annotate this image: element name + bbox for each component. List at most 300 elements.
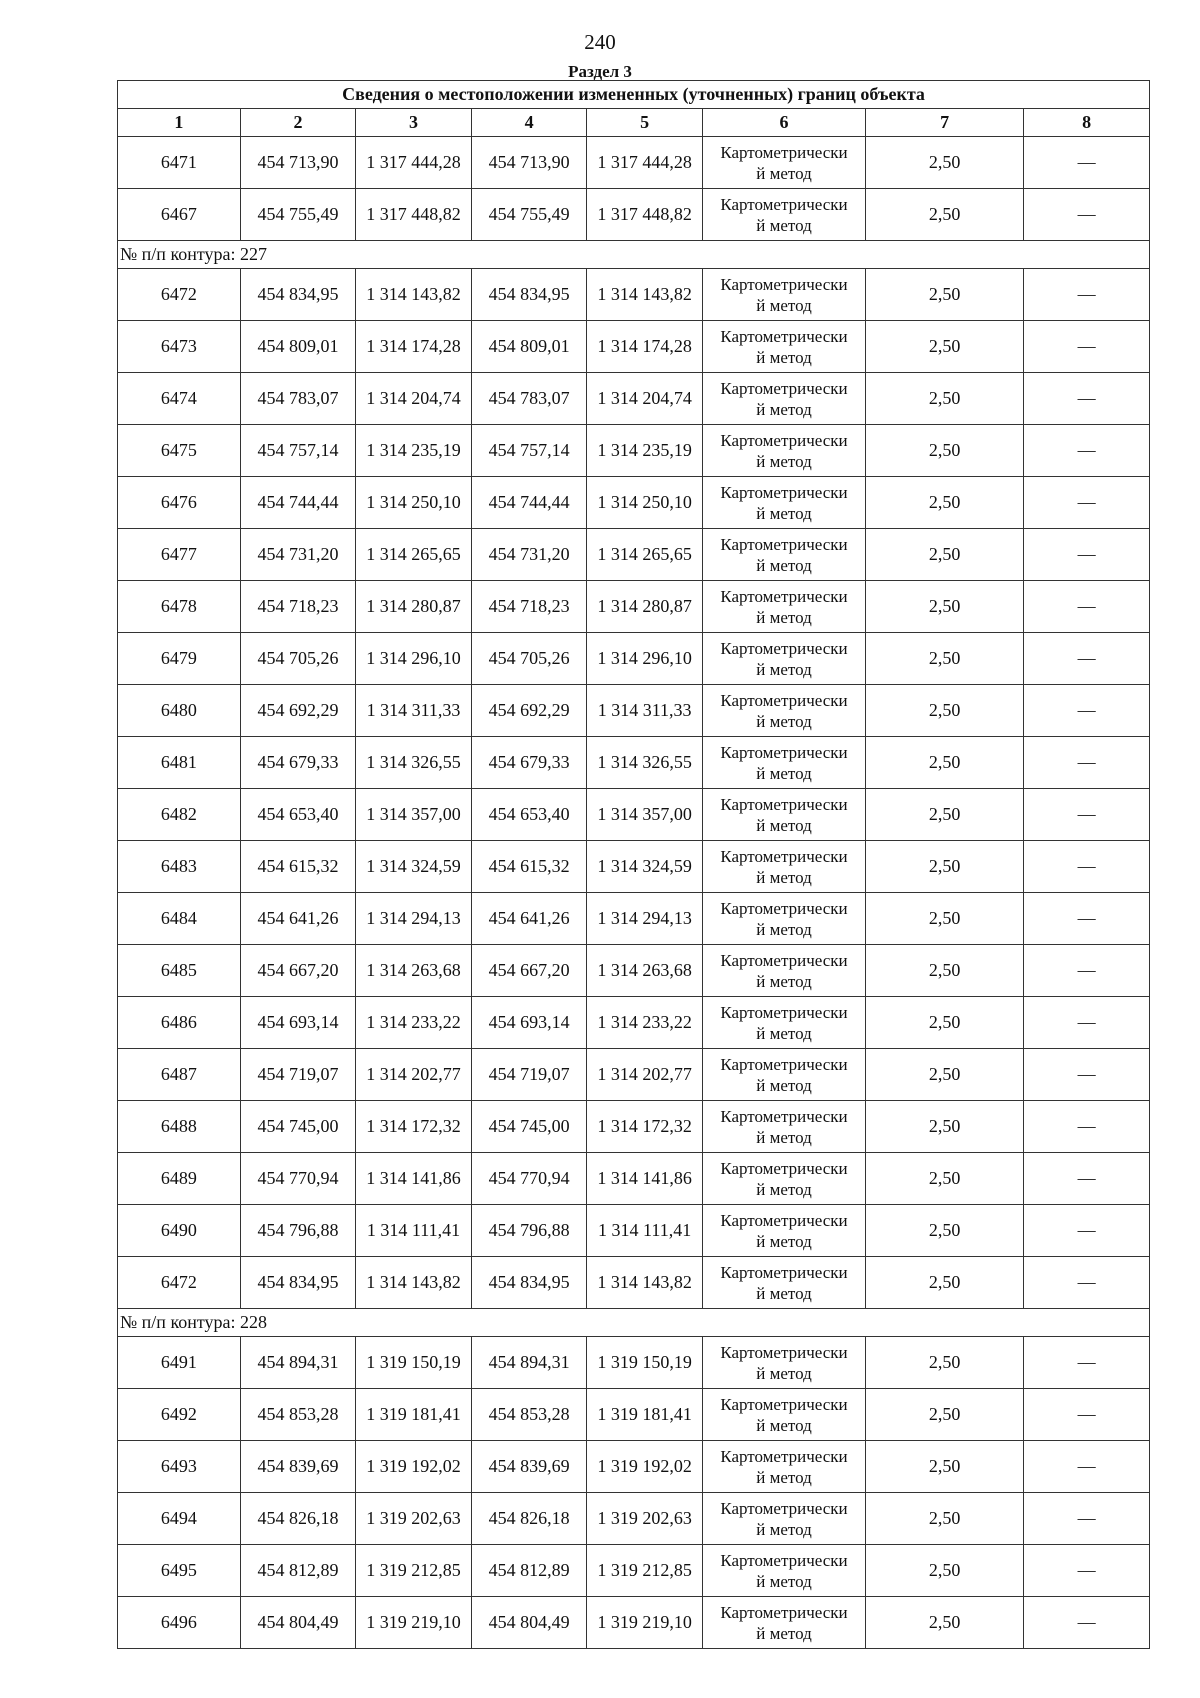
- x-coordinate-cell: 454 834,95: [471, 1257, 587, 1309]
- table-row: [118, 841, 1150, 893]
- method-cell: [702, 1441, 865, 1493]
- x-coordinate-cell: 454 745,00: [240, 1101, 356, 1153]
- y-coordinate-cell: 1 314 357,00: [356, 789, 472, 841]
- x-coordinate-cell: 454 894,31: [471, 1337, 587, 1389]
- method-line: й метод: [756, 1283, 812, 1303]
- accuracy-cell: 2,50: [866, 945, 1024, 997]
- method-line: Картометрически: [720, 1498, 848, 1518]
- column-number: 6: [702, 109, 865, 137]
- method-cell: [702, 945, 865, 997]
- method-cell: [702, 137, 865, 189]
- x-coordinate-cell: 454 718,23: [471, 581, 587, 633]
- method-line: й метод: [756, 1467, 812, 1487]
- method-cell: [702, 1545, 865, 1597]
- x-coordinate-cell: 454 783,07: [240, 373, 356, 425]
- accuracy-cell: 2,50: [866, 1257, 1024, 1309]
- description-cell: —: [1024, 1441, 1150, 1493]
- method-line: Картометрически: [720, 898, 848, 918]
- x-coordinate-cell: 454 731,20: [240, 529, 356, 581]
- accuracy-cell: 2,50: [866, 425, 1024, 477]
- table-row: [118, 1205, 1150, 1257]
- method-line: й метод: [756, 1571, 812, 1591]
- y-coordinate-cell: 1 317 448,82: [356, 189, 472, 241]
- y-coordinate-cell: 1 314 141,86: [587, 1153, 703, 1205]
- y-coordinate-cell: 1 314 202,77: [356, 1049, 472, 1101]
- y-coordinate-cell: 1 314 111,41: [587, 1205, 703, 1257]
- description-cell: —: [1024, 1545, 1150, 1597]
- method-line: Картометрически: [720, 1106, 848, 1126]
- point-number-cell: 6477: [118, 529, 241, 581]
- method-line: й метод: [756, 659, 812, 679]
- method-cell: [702, 1493, 865, 1545]
- accuracy-cell: 2,50: [866, 529, 1024, 581]
- method-line: Картометрически: [720, 690, 848, 710]
- description-cell: —: [1024, 1101, 1150, 1153]
- table-row: [118, 321, 1150, 373]
- table-row: [118, 581, 1150, 633]
- y-coordinate-cell: 1 314 143,82: [356, 1257, 472, 1309]
- x-coordinate-cell: 454 641,26: [240, 893, 356, 945]
- description-cell: —: [1024, 685, 1150, 737]
- method-line: Картометрически: [720, 1394, 848, 1414]
- method-line: й метод: [756, 1231, 812, 1251]
- method-line: Картометрически: [720, 846, 848, 866]
- description-cell: —: [1024, 269, 1150, 321]
- description-cell: —: [1024, 1049, 1150, 1101]
- method-cell: [702, 685, 865, 737]
- y-coordinate-cell: 1 317 444,28: [356, 137, 472, 189]
- table-row: [118, 1153, 1150, 1205]
- x-coordinate-cell: 454 653,40: [240, 789, 356, 841]
- point-number-cell: 6494: [118, 1493, 241, 1545]
- table-row: [118, 1545, 1150, 1597]
- column-number: 4: [471, 109, 587, 137]
- accuracy-cell: 2,50: [866, 1441, 1024, 1493]
- point-number-cell: 6475: [118, 425, 241, 477]
- table-row: [118, 1597, 1150, 1649]
- x-coordinate-cell: 454 718,23: [240, 581, 356, 633]
- accuracy-cell: 2,50: [866, 321, 1024, 373]
- point-number-cell: 6483: [118, 841, 241, 893]
- description-cell: —: [1024, 1597, 1150, 1649]
- description-cell: —: [1024, 841, 1150, 893]
- page-number: 240: [584, 30, 616, 54]
- y-coordinate-cell: 1 314 357,00: [587, 789, 703, 841]
- method-line: Картометрически: [720, 378, 848, 398]
- method-cell: [702, 1049, 865, 1101]
- table-row: [118, 737, 1150, 789]
- x-coordinate-cell: 454 705,26: [240, 633, 356, 685]
- method-line: Картометрически: [720, 1002, 848, 1022]
- accuracy-cell: 2,50: [866, 633, 1024, 685]
- x-coordinate-cell: 454 745,00: [471, 1101, 587, 1153]
- accuracy-cell: 2,50: [866, 997, 1024, 1049]
- accuracy-cell: 2,50: [866, 581, 1024, 633]
- x-coordinate-cell: 454 692,29: [471, 685, 587, 737]
- y-coordinate-cell: 1 314 233,22: [587, 997, 703, 1049]
- x-coordinate-cell: 454 719,07: [240, 1049, 356, 1101]
- x-coordinate-cell: 454 693,14: [240, 997, 356, 1049]
- x-coordinate-cell: 454 804,49: [471, 1597, 587, 1649]
- method-line: Картометрически: [720, 1550, 848, 1570]
- method-line: й метод: [756, 215, 812, 235]
- coordinates-table: [117, 80, 1150, 1649]
- y-coordinate-cell: 1 314 263,68: [587, 945, 703, 997]
- x-coordinate-cell: 454 770,94: [240, 1153, 356, 1205]
- point-number-cell: 6474: [118, 373, 241, 425]
- point-number-cell: 6493: [118, 1441, 241, 1493]
- y-coordinate-cell: 1 319 181,41: [356, 1389, 472, 1441]
- method-line: Картометрически: [720, 638, 848, 658]
- point-number-cell: 6472: [118, 1257, 241, 1309]
- method-line: й метод: [756, 1519, 812, 1539]
- method-line: Картометрически: [720, 194, 848, 214]
- table-row: [118, 189, 1150, 241]
- y-coordinate-cell: 1 319 202,63: [587, 1493, 703, 1545]
- method-line: Картометрически: [720, 950, 848, 970]
- table-row: [118, 137, 1150, 189]
- x-coordinate-cell: 454 705,26: [471, 633, 587, 685]
- y-coordinate-cell: 1 314 233,22: [356, 997, 472, 1049]
- x-coordinate-cell: 454 744,44: [240, 477, 356, 529]
- point-number-cell: 6484: [118, 893, 241, 945]
- accuracy-cell: 2,50: [866, 269, 1024, 321]
- column-number: 1: [118, 109, 241, 137]
- table-row: [118, 1441, 1150, 1493]
- table-row: [118, 893, 1150, 945]
- contour-label: № п/п контура: 227: [118, 241, 1150, 269]
- y-coordinate-cell: 1 319 212,85: [587, 1545, 703, 1597]
- method-line: Картометрически: [720, 274, 848, 294]
- y-coordinate-cell: 1 314 324,59: [356, 841, 472, 893]
- y-coordinate-cell: 1 314 250,10: [587, 477, 703, 529]
- description-cell: —: [1024, 373, 1150, 425]
- method-line: Картометрически: [720, 1446, 848, 1466]
- accuracy-cell: 2,50: [866, 1101, 1024, 1153]
- method-cell: [702, 893, 865, 945]
- point-number-cell: 6489: [118, 1153, 241, 1205]
- x-coordinate-cell: 454 679,33: [240, 737, 356, 789]
- y-coordinate-cell: 1 314 143,82: [356, 269, 472, 321]
- description-cell: —: [1024, 1257, 1150, 1309]
- y-coordinate-cell: 1 314 250,10: [356, 477, 472, 529]
- method-line: й метод: [756, 1415, 812, 1435]
- method-cell: [702, 737, 865, 789]
- method-line: й метод: [756, 399, 812, 419]
- y-coordinate-cell: 1 314 326,55: [356, 737, 472, 789]
- point-number-cell: 6486: [118, 997, 241, 1049]
- contour-row: [118, 241, 1150, 269]
- x-coordinate-cell: 454 667,20: [240, 945, 356, 997]
- description-cell: —: [1024, 1389, 1150, 1441]
- method-cell: [702, 1205, 865, 1257]
- description-cell: —: [1024, 1205, 1150, 1257]
- method-line: й метод: [756, 867, 812, 887]
- x-coordinate-cell: 454 783,07: [471, 373, 587, 425]
- contour-label: № п/п контура: 228: [118, 1309, 1150, 1337]
- method-line: Картометрически: [720, 326, 848, 346]
- accuracy-cell: 2,50: [866, 1545, 1024, 1597]
- method-cell: [702, 189, 865, 241]
- y-coordinate-cell: 1 314 172,32: [356, 1101, 472, 1153]
- table-row: [118, 685, 1150, 737]
- x-coordinate-cell: 454 826,18: [240, 1493, 356, 1545]
- accuracy-cell: 2,50: [866, 841, 1024, 893]
- x-coordinate-cell: 454 693,14: [471, 997, 587, 1049]
- point-number-cell: 6482: [118, 789, 241, 841]
- method-line: й метод: [756, 1023, 812, 1043]
- x-coordinate-cell: 454 713,90: [471, 137, 587, 189]
- y-coordinate-cell: 1 319 150,19: [356, 1337, 472, 1389]
- method-line: й метод: [756, 1179, 812, 1199]
- point-number-cell: 6495: [118, 1545, 241, 1597]
- x-coordinate-cell: 454 615,32: [240, 841, 356, 893]
- x-coordinate-cell: 454 853,28: [471, 1389, 587, 1441]
- description-cell: —: [1024, 1153, 1150, 1205]
- method-line: й метод: [756, 1127, 812, 1147]
- y-coordinate-cell: 1 314 172,32: [587, 1101, 703, 1153]
- column-number: 8: [1024, 109, 1150, 137]
- method-line: й метод: [756, 711, 812, 731]
- x-coordinate-cell: 454 755,49: [471, 189, 587, 241]
- x-coordinate-cell: 454 667,20: [471, 945, 587, 997]
- y-coordinate-cell: 1 317 444,28: [587, 137, 703, 189]
- y-coordinate-cell: 1 314 280,87: [587, 581, 703, 633]
- point-number-cell: 6487: [118, 1049, 241, 1101]
- description-cell: —: [1024, 189, 1150, 241]
- accuracy-cell: 2,50: [866, 137, 1024, 189]
- method-cell: [702, 1153, 865, 1205]
- x-coordinate-cell: 454 692,29: [240, 685, 356, 737]
- method-line: й метод: [756, 1075, 812, 1095]
- x-coordinate-cell: 454 839,69: [240, 1441, 356, 1493]
- y-coordinate-cell: 1 319 202,63: [356, 1493, 472, 1545]
- description-cell: —: [1024, 137, 1150, 189]
- point-number-cell: 6478: [118, 581, 241, 633]
- y-coordinate-cell: 1 319 212,85: [356, 1545, 472, 1597]
- method-cell: [702, 477, 865, 529]
- point-number-cell: 6476: [118, 477, 241, 529]
- point-number-cell: 6471: [118, 137, 241, 189]
- table-row: [118, 1337, 1150, 1389]
- accuracy-cell: 2,50: [866, 1153, 1024, 1205]
- x-coordinate-cell: 454 796,88: [240, 1205, 356, 1257]
- description-cell: —: [1024, 893, 1150, 945]
- description-cell: —: [1024, 1493, 1150, 1545]
- method-line: й метод: [756, 815, 812, 835]
- method-line: Картометрически: [720, 586, 848, 606]
- description-cell: —: [1024, 529, 1150, 581]
- description-cell: —: [1024, 321, 1150, 373]
- x-coordinate-cell: 454 744,44: [471, 477, 587, 529]
- y-coordinate-cell: 1 314 235,19: [356, 425, 472, 477]
- x-coordinate-cell: 454 809,01: [240, 321, 356, 373]
- y-coordinate-cell: 1 319 192,02: [587, 1441, 703, 1493]
- accuracy-cell: 2,50: [866, 1049, 1024, 1101]
- point-number-cell: 6479: [118, 633, 241, 685]
- y-coordinate-cell: 1 314 265,65: [356, 529, 472, 581]
- accuracy-cell: 2,50: [866, 685, 1024, 737]
- x-coordinate-cell: 454 757,14: [471, 425, 587, 477]
- point-number-cell: 6488: [118, 1101, 241, 1153]
- table-row: [118, 1257, 1150, 1309]
- point-number-cell: 6472: [118, 269, 241, 321]
- method-cell: [702, 529, 865, 581]
- x-coordinate-cell: 454 853,28: [240, 1389, 356, 1441]
- y-coordinate-cell: 1 314 174,28: [356, 321, 472, 373]
- contour-row: [118, 1309, 1150, 1337]
- description-cell: —: [1024, 997, 1150, 1049]
- description-cell: —: [1024, 581, 1150, 633]
- y-coordinate-cell: 1 314 326,55: [587, 737, 703, 789]
- method-line: й метод: [756, 347, 812, 367]
- table-row: [118, 529, 1150, 581]
- y-coordinate-cell: 1 319 219,10: [587, 1597, 703, 1649]
- x-coordinate-cell: 454 826,18: [471, 1493, 587, 1545]
- y-coordinate-cell: 1 314 296,10: [587, 633, 703, 685]
- method-cell: [702, 269, 865, 321]
- y-coordinate-cell: 1 314 311,33: [587, 685, 703, 737]
- y-coordinate-cell: 1 314 296,10: [356, 633, 472, 685]
- method-cell: [702, 1597, 865, 1649]
- table-row: [118, 997, 1150, 1049]
- table-row: [118, 1493, 1150, 1545]
- y-coordinate-cell: 1 314 204,74: [587, 373, 703, 425]
- x-coordinate-cell: 454 770,94: [471, 1153, 587, 1205]
- x-coordinate-cell: 454 834,95: [240, 269, 356, 321]
- point-number-cell: 6481: [118, 737, 241, 789]
- accuracy-cell: 2,50: [866, 477, 1024, 529]
- method-cell: [702, 581, 865, 633]
- method-cell: [702, 789, 865, 841]
- table-row: [118, 1389, 1150, 1441]
- table-row: [118, 945, 1150, 997]
- x-coordinate-cell: 454 755,49: [240, 189, 356, 241]
- point-number-cell: 6490: [118, 1205, 241, 1257]
- y-coordinate-cell: 1 314 294,13: [356, 893, 472, 945]
- method-line: Картометрически: [720, 482, 848, 502]
- method-cell: [702, 633, 865, 685]
- description-cell: —: [1024, 1337, 1150, 1389]
- accuracy-cell: 2,50: [866, 1205, 1024, 1257]
- table-row: [118, 1049, 1150, 1101]
- x-coordinate-cell: 454 839,69: [471, 1441, 587, 1493]
- x-coordinate-cell: 454 804,49: [240, 1597, 356, 1649]
- description-cell: —: [1024, 425, 1150, 477]
- table-row: [118, 477, 1150, 529]
- x-coordinate-cell: 454 641,26: [471, 893, 587, 945]
- y-coordinate-cell: 1 314 280,87: [356, 581, 472, 633]
- accuracy-cell: 2,50: [866, 373, 1024, 425]
- point-number-cell: 6485: [118, 945, 241, 997]
- x-coordinate-cell: 454 713,90: [240, 137, 356, 189]
- x-coordinate-cell: 454 731,20: [471, 529, 587, 581]
- y-coordinate-cell: 1 319 192,02: [356, 1441, 472, 1493]
- point-number-cell: 6492: [118, 1389, 241, 1441]
- x-coordinate-cell: 454 679,33: [471, 737, 587, 789]
- y-coordinate-cell: 1 314 143,82: [587, 1257, 703, 1309]
- description-cell: —: [1024, 945, 1150, 997]
- description-cell: —: [1024, 633, 1150, 685]
- y-coordinate-cell: 1 314 204,74: [356, 373, 472, 425]
- description-cell: —: [1024, 477, 1150, 529]
- method-cell: [702, 1101, 865, 1153]
- accuracy-cell: 2,50: [866, 789, 1024, 841]
- table-caption-row: [118, 81, 1150, 109]
- method-line: Картометрически: [720, 1054, 848, 1074]
- section-title: Раздел 3: [568, 62, 632, 81]
- y-coordinate-cell: 1 319 219,10: [356, 1597, 472, 1649]
- method-line: й метод: [756, 451, 812, 471]
- x-coordinate-cell: 454 653,40: [471, 789, 587, 841]
- accuracy-cell: 2,50: [866, 737, 1024, 789]
- accuracy-cell: 2,50: [866, 1389, 1024, 1441]
- accuracy-cell: 2,50: [866, 1597, 1024, 1649]
- method-line: й метод: [756, 1363, 812, 1383]
- y-coordinate-cell: 1 317 448,82: [587, 189, 703, 241]
- x-coordinate-cell: 454 809,01: [471, 321, 587, 373]
- table-row: [118, 633, 1150, 685]
- method-cell: [702, 321, 865, 373]
- y-coordinate-cell: 1 319 181,41: [587, 1389, 703, 1441]
- point-number-cell: 6473: [118, 321, 241, 373]
- y-coordinate-cell: 1 314 263,68: [356, 945, 472, 997]
- method-line: й метод: [756, 503, 812, 523]
- method-cell: [702, 425, 865, 477]
- point-number-cell: 6496: [118, 1597, 241, 1649]
- x-coordinate-cell: 454 834,95: [240, 1257, 356, 1309]
- column-number: 3: [356, 109, 472, 137]
- table-row: [118, 373, 1150, 425]
- method-line: й метод: [756, 295, 812, 315]
- point-number-cell: 6467: [118, 189, 241, 241]
- table-row: [118, 425, 1150, 477]
- method-cell: [702, 841, 865, 893]
- x-coordinate-cell: 454 894,31: [240, 1337, 356, 1389]
- method-line: Картометрически: [720, 430, 848, 450]
- method-line: й метод: [756, 555, 812, 575]
- method-line: Картометрически: [720, 1262, 848, 1282]
- method-line: й метод: [756, 607, 812, 627]
- y-coordinate-cell: 1 314 202,77: [587, 1049, 703, 1101]
- method-line: Картометрически: [720, 1602, 848, 1622]
- x-coordinate-cell: 454 812,89: [471, 1545, 587, 1597]
- method-cell: [702, 1389, 865, 1441]
- method-line: Картометрически: [720, 534, 848, 554]
- x-coordinate-cell: 454 719,07: [471, 1049, 587, 1101]
- column-number: 5: [587, 109, 703, 137]
- x-coordinate-cell: 454 796,88: [471, 1205, 587, 1257]
- method-line: й метод: [756, 919, 812, 939]
- table-row: [118, 1101, 1150, 1153]
- method-line: Картометрически: [720, 1210, 848, 1230]
- accuracy-cell: 2,50: [866, 1337, 1024, 1389]
- y-coordinate-cell: 1 314 143,82: [587, 269, 703, 321]
- method-line: Картометрически: [720, 1158, 848, 1178]
- method-line: Картометрически: [720, 794, 848, 814]
- column-numbers-row: [118, 109, 1150, 137]
- method-line: Картометрически: [720, 742, 848, 762]
- y-coordinate-cell: 1 319 150,19: [587, 1337, 703, 1389]
- description-cell: —: [1024, 789, 1150, 841]
- point-number-cell: 6491: [118, 1337, 241, 1389]
- method-line: Картометрически: [720, 1342, 848, 1362]
- y-coordinate-cell: 1 314 111,41: [356, 1205, 472, 1257]
- method-cell: [702, 1337, 865, 1389]
- accuracy-cell: 2,50: [866, 893, 1024, 945]
- y-coordinate-cell: 1 314 235,19: [587, 425, 703, 477]
- y-coordinate-cell: 1 314 311,33: [356, 685, 472, 737]
